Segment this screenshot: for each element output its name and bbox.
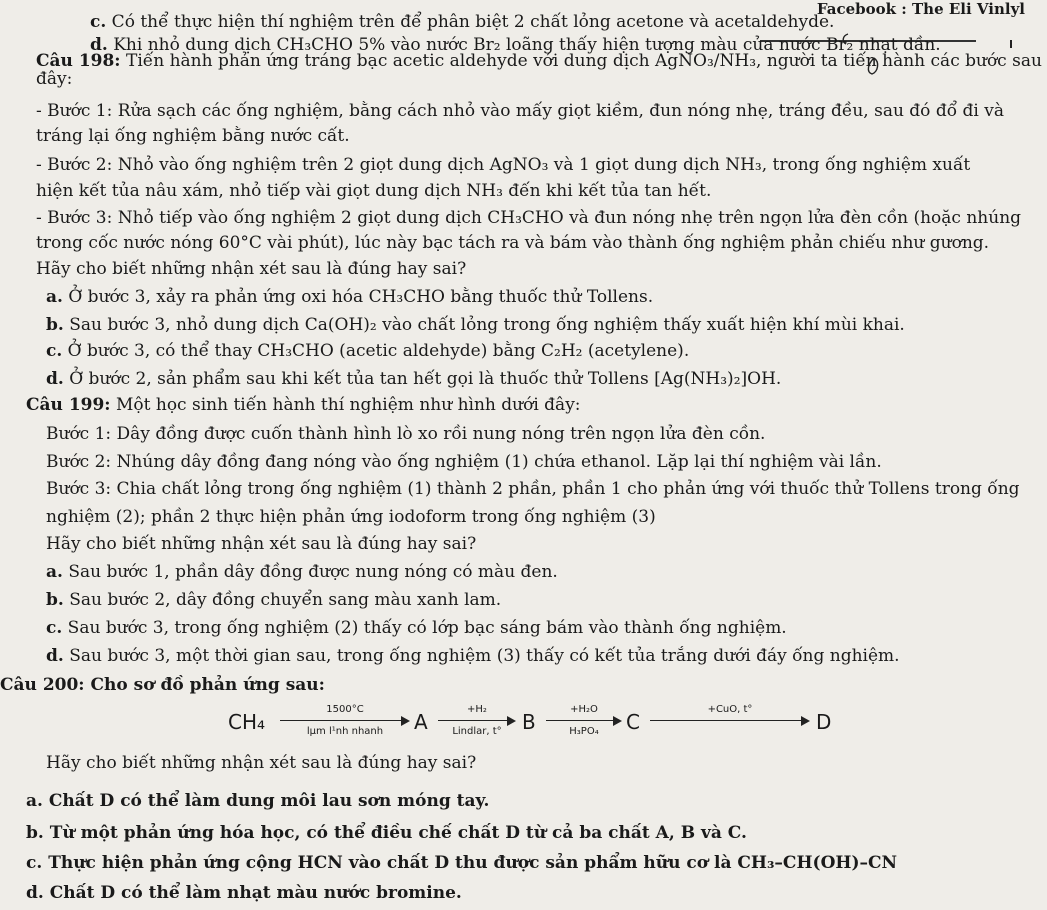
statement-b: b. Từ một phản ứng hóa học, có thể điều chế chất D từ cả ba chất A, B và C. bbox=[26, 823, 747, 843]
reaction-arrow-4 bbox=[650, 702, 810, 742]
arrow-condition-over: +H₂ bbox=[467, 704, 487, 715]
handwritten-dot bbox=[1010, 40, 1012, 48]
text-line: - Bước 1: Rửa sạch các ống nghiệm, bằng cách nhỏ vào mấy giọt kiềm, đun nóng nhẹ, tráng đều, sau đó đổ đi và bbox=[36, 101, 1004, 121]
text-line: d. Ở bước 2, sản phẩm sau khi kết tủa tan hết gọi là thuốc thử Tollens [Ag(NH₃)₂]OH. bbox=[46, 369, 782, 389]
question-title: Câu 200: Cho sơ đồ phản ứng sau: bbox=[0, 675, 325, 695]
arrow-condition-over: +CuO, t° bbox=[707, 704, 753, 715]
text-line: a. Sau bước 1, phần dây đồng được nung nóng có màu đen. bbox=[46, 562, 558, 582]
arrow-condition-over: +H₂O bbox=[570, 704, 598, 715]
text-line: Hãy cho biết những nhận xét sau là đúng hay sai? bbox=[46, 753, 477, 773]
text-line: d. Sau bước 3, một thời gian sau, trong ống nghiệm (3) thấy có kết tủa trắng dưới đáy ống nghiệm. bbox=[46, 646, 900, 666]
text-line: đây: bbox=[36, 69, 73, 89]
reaction-arrow-3 bbox=[546, 702, 622, 742]
text-line: trong cốc nước nóng 60°C vài phút), lúc này bạc tách ra và bám vào thành ống nghiệm phản chiếu như gương. bbox=[36, 233, 990, 253]
statement-a: a. Chất D có thể làm dung môi lau sơn móng tay. bbox=[26, 791, 490, 811]
species-a: A bbox=[414, 710, 428, 734]
text-line: b. Sau bước 3, nhỏ dung dịch Ca(OH)₂ vào chất lỏng trong ống nghiệm thấy xuất hiện khí mùi khai. bbox=[46, 315, 905, 335]
text-line: hiện kết tủa nâu xám, nhỏ tiếp vài giọt dung dịch NH₃ đến khi kết tủa tan hết. bbox=[36, 181, 712, 201]
text-line: Bước 3: Chia chất lỏng trong ống nghiệm (1) thành 2 phần, phần 1 cho phản ứng với thuốc thử Tollens trong ống bbox=[46, 479, 1020, 499]
text-line: - Bước 2: Nhỏ vào ống nghiệm trên 2 giọt dung dịch AgNO₃ và 1 giọt dung dịch NH₃, trong ống nghiệm xuất bbox=[36, 155, 971, 175]
text-line: - Bước 3: Nhỏ tiếp vào ống nghiệm 2 giọt dung dịch CH₃CHO và đun nóng nhẹ trên ngọn lửa đèn cồn (hoặc nhúng bbox=[36, 208, 1022, 228]
text-line: c. Sau bước 3, trong ống nghiệm (2) thấy có lớp bạc sáng bám vào thành ống nghiệm. bbox=[46, 618, 787, 638]
statement-d: d. Chất D có thể làm nhạt màu nước bromine. bbox=[26, 883, 462, 903]
text-line: Hãy cho biết những nhận xét sau là đúng hay sai? bbox=[46, 534, 477, 554]
text-line: c. Ở bước 3, có thể thay CH₃CHO (acetic aldehyde) bằng C₂H₂ (acetylene). bbox=[46, 341, 690, 361]
arrow-condition-under: Lindlar, t° bbox=[452, 726, 502, 737]
species-ch4: CH₄ bbox=[228, 710, 266, 734]
page-header: Facebook : The Eli Vinlyl bbox=[816, 0, 1025, 18]
reaction-arrow-2 bbox=[438, 702, 516, 742]
text-line: Câu 199: Một học sinh tiến hành thí nghiệm như hình dưới đây: bbox=[26, 395, 581, 415]
arrow-condition-over: 1500°C bbox=[326, 704, 364, 715]
text-line: a. Ở bước 3, xảy ra phản ứng oxi hóa CH₃CHO bằng thuốc thử Tollens. bbox=[46, 287, 654, 307]
reaction-arrow-1 bbox=[280, 702, 410, 742]
text-line: b. Sau bước 2, dây đồng chuyển sang màu xanh lam. bbox=[46, 590, 502, 610]
text-line: d. Khi nhỏ dung dịch CH₃CHO 5% vào nước Br₂ loãng thấy hiện tượng màu của nước Br₂ nhạt dần. bbox=[90, 35, 941, 55]
species-b: B bbox=[522, 710, 536, 734]
arrow-condition-under: H₃PO₄ bbox=[569, 726, 599, 737]
species-d: D bbox=[816, 710, 832, 734]
text-line: c. Có thể thực hiện thí nghiệm trên để phân biệt 2 chất lỏng acetone và acetaldehyde. bbox=[90, 12, 835, 32]
text-line: Câu 198: Tiến hành phản ứng tráng bạc acetic aldehyde với dung dịch AgNO₃/NH₃, người ta tiến hành các bước sau bbox=[36, 51, 1042, 71]
text-line: tráng lại ống nghiệm bằng nước cất. bbox=[36, 126, 350, 146]
text-line: Bước 1: Dây đồng được cuốn thành hình lò xo rồi nung nóng trên ngọn lửa đèn cồn. bbox=[46, 424, 766, 444]
reaction-scheme bbox=[228, 702, 832, 742]
species-c: C bbox=[626, 710, 640, 734]
text-line: nghiệm (2); phần 2 thực hiện phản ứng iodoform trong ống nghiệm (3) bbox=[46, 507, 656, 527]
text-line: Hãy cho biết những nhận xét sau là đúng hay sai? bbox=[36, 259, 467, 279]
text-line: Bước 2: Nhúng dây đồng đang nóng vào ống nghiệm (1) chứa ethanol. Lặp lại thí nghiệm vài lần. bbox=[46, 452, 882, 472]
arrow-condition-under: lμm l¹nh nhanh bbox=[306, 726, 384, 737]
statement-c: c. Thực hiện phản ứng cộng HCN vào chất D thu được sản phẩm hữu cơ là CH₃–CH(OH)–CN bbox=[26, 853, 898, 873]
